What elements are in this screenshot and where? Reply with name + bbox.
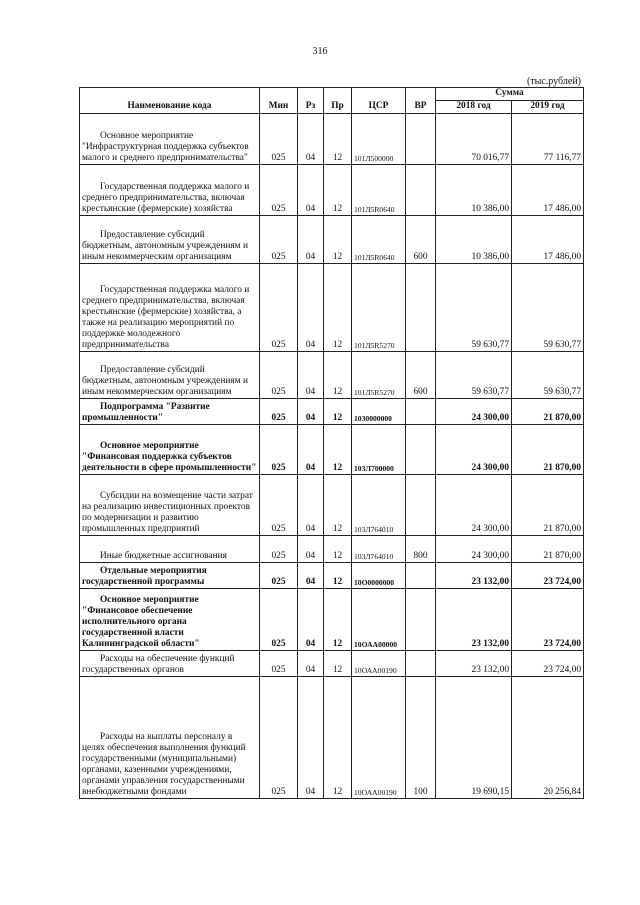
row-pr: 12 — [324, 425, 352, 475]
row-name: Расходы на обеспечение функций государственных органов — [82, 654, 235, 676]
row-vr — [406, 165, 436, 216]
row-2018: 24 300,00 — [436, 399, 512, 425]
row-rz: 04 — [298, 216, 324, 264]
row-min: 025 — [260, 114, 298, 165]
row-2019: 20 256,84 — [512, 677, 584, 799]
row-vr — [406, 651, 436, 677]
row-csr: 101Л5R5270 — [352, 264, 406, 352]
table-row — [80, 399, 584, 425]
table-row — [80, 563, 584, 589]
row-csr: 10ОАА00190 — [352, 651, 406, 677]
row-vr: 100 — [406, 677, 436, 799]
row-2019: 17 486,00 — [512, 216, 584, 264]
row-vr — [406, 563, 436, 589]
header-2018: 2018 год — [436, 101, 512, 114]
row-name: Основное мероприятие "Финансовое обеспечение исполнительного органа государственной власти Калининградской области" — [82, 594, 200, 650]
row-name: Основное мероприятие "Финансовая поддержка субъектов деятельности в сфере промышленности" — [82, 440, 257, 474]
row-pr: 12 — [324, 352, 352, 399]
row-csr: 101Л5R0640 — [352, 165, 406, 216]
row-2018: 59 630,77 — [436, 352, 512, 399]
row-min: 025 — [260, 589, 298, 651]
row-pr: 12 — [324, 589, 352, 651]
row-2019: 59 630,77 — [512, 352, 584, 399]
row-pr: 12 — [324, 475, 352, 536]
table-row — [80, 677, 584, 799]
page-number: 316 — [312, 46, 328, 57]
row-csr: 101Л500000 — [352, 114, 406, 165]
row-rz: 04 — [298, 165, 324, 216]
row-name: Предоставление субсидий бюджетным, автономным учреждениям и иным некоммерческим организациям — [82, 229, 248, 263]
row-2019: 23 724,00 — [512, 589, 584, 651]
row-vr: 600 — [406, 352, 436, 399]
header-pr: Пр — [324, 88, 352, 114]
row-min: 025 — [260, 563, 298, 589]
row-name: Субсидии на возмещение части затрат на реализацию инвестиционных проектов по модернизации и развитию промышленных предприятий — [82, 490, 253, 535]
row-name: Основное мероприятие "Инфраструктурная поддержка субъектов малого и среднего предпринимательства" — [82, 130, 249, 164]
row-2018: 10 386,00 — [436, 216, 512, 264]
row-csr: 10ОАА00190 — [352, 677, 406, 799]
row-pr: 12 — [324, 536, 352, 563]
row-rz: 04 — [298, 475, 324, 536]
row-vr — [406, 399, 436, 425]
header-sum: Сумма — [436, 88, 584, 101]
row-2019: 21 870,00 — [512, 399, 584, 425]
row-2019: 21 870,00 — [512, 475, 584, 536]
row-pr: 12 — [324, 114, 352, 165]
row-csr: 101Л5R0640 — [352, 216, 406, 264]
row-2018: 24 300,00 — [436, 536, 512, 563]
row-csr: 101Л5R5270 — [352, 352, 406, 399]
row-min: 025 — [260, 651, 298, 677]
row-2019: 21 870,00 — [512, 425, 584, 475]
row-name: Иные бюджетные ассигнования — [100, 551, 227, 562]
row-name: Расходы на выплаты персоналу в целях обеспечения выполнения функций государственными (муниципальными) органами, казенными учреждениями, органами управления государственными внебюджетными фондами — [82, 731, 246, 798]
row-rz: 04 — [298, 425, 324, 475]
row-2019: 59 630,77 — [512, 264, 584, 352]
table-row — [80, 114, 584, 165]
row-2018: 10 386,00 — [436, 165, 512, 216]
row-2019: 21 870,00 — [512, 536, 584, 563]
row-2018: 23 132,00 — [436, 589, 512, 651]
table-row — [80, 475, 584, 536]
row-rz: 04 — [298, 651, 324, 677]
table-body — [80, 114, 584, 799]
row-min: 025 — [260, 536, 298, 563]
row-name: Отдельные мероприятия государственной программы — [82, 566, 207, 588]
row-vr — [406, 264, 436, 352]
header-name: Наименование кода — [80, 88, 260, 114]
row-csr: 10ОАА00000 — [352, 589, 406, 651]
row-min: 025 — [260, 399, 298, 425]
row-rz: 04 — [298, 264, 324, 352]
row-vr — [406, 114, 436, 165]
row-2018: 24 300,00 — [436, 475, 512, 536]
row-min: 025 — [260, 264, 298, 352]
row-pr: 12 — [324, 264, 352, 352]
row-2018: 24 300,00 — [436, 425, 512, 475]
row-vr — [406, 589, 436, 651]
header-min: Мин — [260, 88, 298, 114]
row-2019: 77 116,77 — [512, 114, 584, 165]
table-row — [80, 651, 584, 677]
budget-table — [79, 87, 584, 799]
row-2019: 23 724,00 — [512, 563, 584, 589]
header-vr: ВР — [406, 88, 436, 114]
row-2019: 23 724,00 — [512, 651, 584, 677]
row-pr: 12 — [324, 399, 352, 425]
row-2018: 23 132,00 — [436, 651, 512, 677]
row-vr: 800 — [406, 536, 436, 563]
row-2019: 17 486,00 — [512, 165, 584, 216]
row-csr: 10О0000000 — [352, 563, 406, 589]
table-row — [80, 165, 584, 216]
row-min: 025 — [260, 216, 298, 264]
row-pr: 12 — [324, 165, 352, 216]
header-csr: ЦСР — [352, 88, 406, 114]
header-row-1 — [80, 88, 584, 101]
row-pr: 12 — [324, 563, 352, 589]
units-label: (тыс.рублей) — [526, 76, 581, 87]
table-row — [80, 425, 584, 475]
row-vr — [406, 475, 436, 536]
row-csr: 103Л764010 — [352, 536, 406, 563]
row-2018: 19 690,15 — [436, 677, 512, 799]
row-2018: 23 132,00 — [436, 563, 512, 589]
row-pr: 12 — [324, 677, 352, 799]
row-rz: 04 — [298, 677, 324, 799]
table-row — [80, 352, 584, 399]
row-2018: 59 630,77 — [436, 264, 512, 352]
table-row — [80, 589, 584, 651]
row-name: Государственная поддержка малого и среднего предпринимательства, включая крестьянские (фермерские) хозяйства — [82, 181, 250, 215]
row-2018: 70 016,77 — [436, 114, 512, 165]
row-csr: 1030000000 — [352, 399, 406, 425]
table-row — [80, 536, 584, 563]
row-name: Подпрограмма "Развитие промышленности" — [82, 402, 210, 424]
row-csr: 103Л700000 — [352, 425, 406, 475]
row-rz: 04 — [298, 114, 324, 165]
row-rz: 04 — [298, 563, 324, 589]
row-min: 025 — [260, 677, 298, 799]
row-rz: 04 — [298, 399, 324, 425]
row-name: Государственная поддержка малого и среднего предпринимательства, включая крестьянские (фермерские) хозяйства, а также на реализацию мероприятий по поддержке молодежного предпринимательства — [82, 284, 250, 351]
row-min: 025 — [260, 165, 298, 216]
row-pr: 12 — [324, 216, 352, 264]
header-2019: 2019 год — [512, 101, 584, 114]
row-csr: 103Л764010 — [352, 475, 406, 536]
row-rz: 04 — [298, 589, 324, 651]
table-row — [80, 216, 584, 264]
table-row — [80, 264, 584, 352]
row-pr: 12 — [324, 651, 352, 677]
row-min: 025 — [260, 425, 298, 475]
header-rz: Рз — [298, 88, 324, 114]
row-min: 025 — [260, 352, 298, 399]
row-rz: 04 — [298, 352, 324, 399]
row-vr: 600 — [406, 216, 436, 264]
row-rz: 04 — [298, 536, 324, 563]
row-min: 025 — [260, 475, 298, 536]
row-vr — [406, 425, 436, 475]
row-name: Предоставление субсидий бюджетным, автономным учреждениям и иным некоммерческим организациям — [82, 364, 248, 398]
